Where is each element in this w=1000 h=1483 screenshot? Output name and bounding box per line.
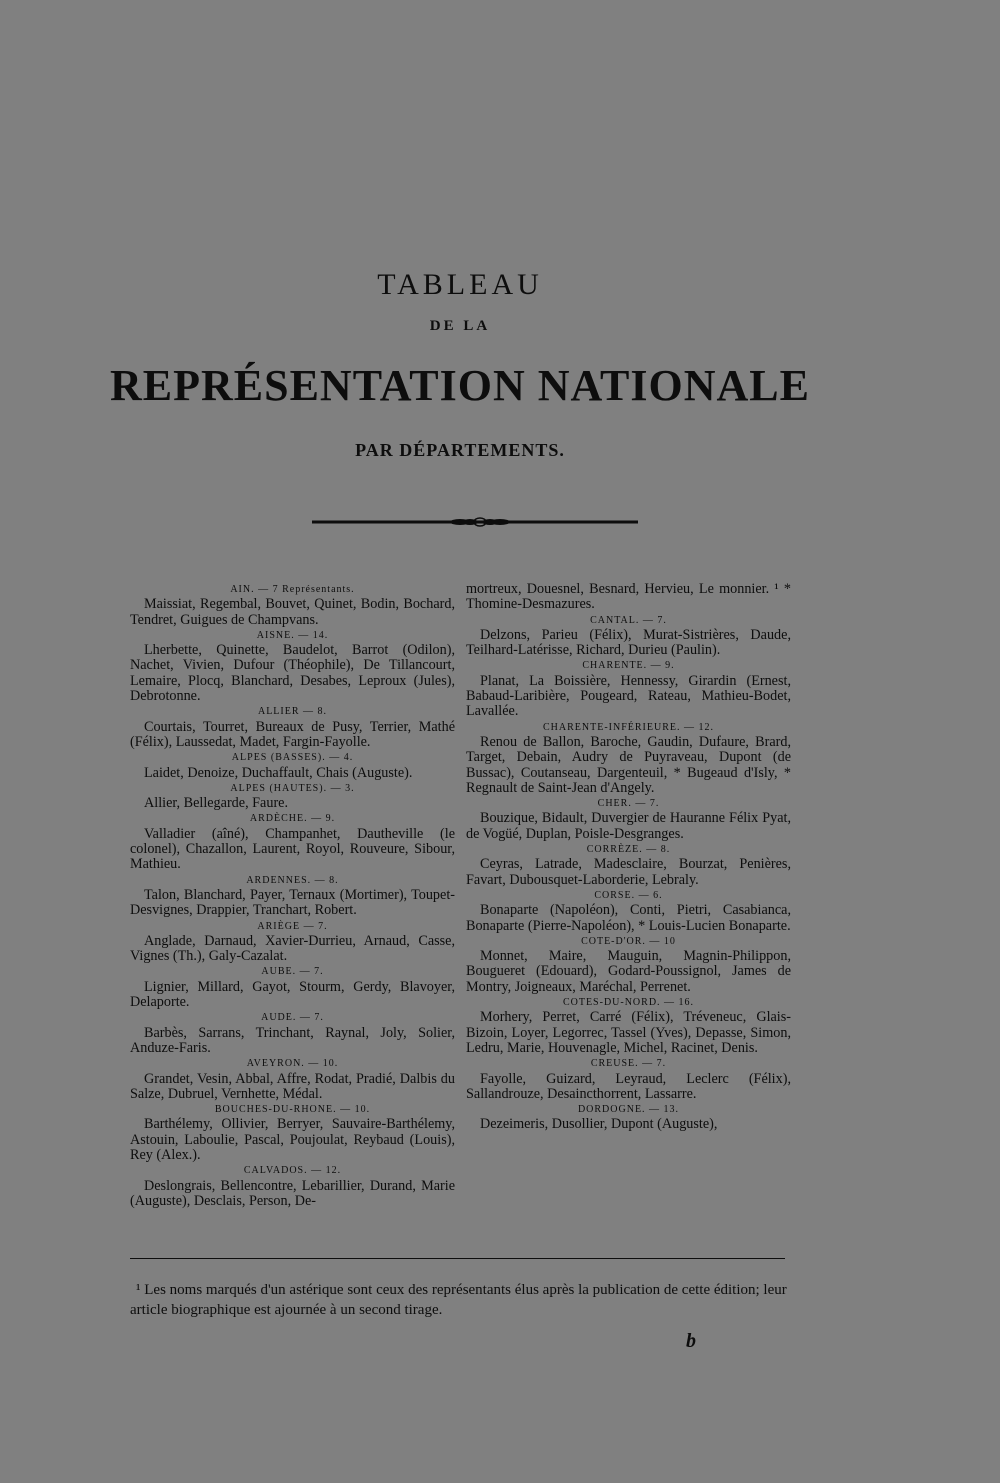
department-heading: CHARENTE. — 9. — [582, 660, 675, 672]
representatives-list: Allier, Bellegarde, Faure. — [144, 795, 289, 812]
department-entry — [130, 811, 455, 872]
footnote-rule — [130, 1258, 785, 1259]
representatives-list: mortreux, Douesnel, Besnard, Hervieu, Le monnier. ¹ * Thomine-Desmazures. — [466, 581, 791, 613]
department-entry — [130, 919, 455, 965]
left-column — [130, 582, 455, 1209]
representatives-list: Grandet, Vesin, Abbal, Affre, Rodat, Pradié, Dalbis du Salze, Dubruel, Vernhette, Médal. — [130, 1070, 455, 1102]
representatives-list: Monnet, Maire, Mauguin, Magnin-Philippon, Bougueret (Edouard), Godard-Poussignol, James de Montry, Joigneaux, Maréchal, Perrenet. — [466, 948, 791, 995]
department-heading: CORSE. — 6. — [594, 889, 663, 901]
department-heading: DORDOGNE. — 13. — [577, 1104, 680, 1116]
department-entry — [130, 1056, 455, 1102]
department-entry — [130, 1010, 455, 1056]
footnote: ¹ Les noms marqués d'un astérique sont ceux des représentants élus après la publication de cette édition; leur article biographique est ajournée à un second tirage. — [130, 1282, 787, 1318]
title-de-la: DE LA — [429, 318, 491, 334]
department-heading: CANTAL. — 7. — [590, 614, 667, 626]
department-entry — [466, 613, 791, 659]
department-heading: ARDENNES. — 8. — [246, 874, 339, 886]
department-entry — [466, 995, 791, 1056]
department-entry — [466, 934, 791, 995]
department-heading: COTES-DU-NORD. — 16. — [562, 997, 695, 1009]
representatives-list: Fayolle, Guizard, Leyraud, Leclerc (Félix), Sallandrouze, Desaincthorrent, Lassarre. — [466, 1070, 791, 1102]
representatives-list: Anglade, Darnaud, Xavier-Durrieu, Arnaud, Casse, Vignes (Th.), Galy-Cazalat. — [130, 932, 455, 965]
department-entry — [130, 582, 455, 628]
department-heading: AIN. — 7 Représentants. — [230, 584, 355, 595]
department-heading: CHER. — 7. — [597, 798, 660, 810]
department-heading: CREUSE. — 7. — [590, 1058, 667, 1070]
department-heading: ALPES (BASSES). — 4. — [231, 752, 354, 764]
department-entry — [466, 888, 791, 934]
department-entry — [466, 582, 791, 613]
representatives-list: Courtais, Tourret, Bureaux de Pusy, Terrier, Mathé (Félix), Laussedat, Madet, Fargin-Fayolle. — [130, 718, 455, 750]
department-heading: COTE-D'OR. — 10 — [581, 935, 676, 947]
representatives-list: Dezeimeris, Dusollier, Dupont (Auguste), — [480, 1116, 718, 1133]
department-heading: ARDÈCHE. — 9. — [249, 813, 336, 825]
department-entry — [130, 1163, 455, 1209]
representatives-list: Lherbette, Quinette, Baudelot, Barrot (Odilon), Nachet, Vivien, Dufour (Théophile), De Tillancourt, Lemaire, Plocq, Blanchard, Desabes, Leproux (Jules), Debrotonne. — [130, 642, 455, 705]
department-entry — [130, 964, 455, 1010]
representatives-list: Bouzique, Bidault, Duvergier de Hauranne Félix Pyat, de Vogüé, Duplan, Poisle-Desgranges. — [466, 810, 791, 842]
representatives-list: Laidet, Denoize, Duchaffault, Chais (Auguste). — [144, 764, 413, 781]
department-entry — [130, 750, 455, 781]
representatives-list: Morhery, Perret, Carré (Félix), Tréveneuc, Glais-Bizoin, Loyer, Legorrec, Tassel (Yves), Depasse, Simon, Ledru, Marie, Houvenagle, Michel, Racinet, Denis. — [466, 1009, 791, 1056]
signature-mark: b — [686, 1330, 696, 1352]
department-heading: AVEYRON. — 10. — [246, 1058, 339, 1070]
representatives-list: Barbès, Sarrans, Trinchant, Raynal, Joly, Solier, Anduze-Faris. — [130, 1024, 455, 1056]
department-heading: ALPES (HAUTES). — 3. — [230, 782, 355, 794]
representatives-list: Ceyras, Latrade, Madesclaire, Bourzat, Penières, Favart, Dubousquet-Laborderie, Lebraly. — [466, 856, 791, 888]
department-heading: AUDE. — 7. — [261, 1012, 324, 1024]
representatives-list: Bonaparte (Napoléon), Conti, Pietri, Casabianca, Bonaparte (Pierre-Napoléon), * Louis-Lucien Bonaparte. — [466, 902, 791, 934]
representatives-list: Deslongrais, Bellencontre, Lebarillier, Durand, Marie (Auguste), Desclais, Person, De- — [130, 1177, 455, 1209]
title-representation-nationale: REPRÉSENTATION NATIONALE — [109, 361, 810, 410]
department-entry — [466, 796, 791, 842]
representatives-list: Lignier, Millard, Gayot, Stourm, Gerdy, Blavoyer, Delaporte. — [130, 978, 455, 1011]
representatives-list: Delzons, Parieu (Félix), Murat-Sistrières, Daude, Teilhard-Latérisse, Richard, Durieu (Paulin). — [466, 626, 791, 659]
right-column — [466, 582, 791, 1133]
title-tableau: TABLEAU — [377, 268, 543, 301]
representatives-list: Barthélemy, Ollivier, Berryer, Sauvaire-Barthélemy, Astouin, Laboulie, Pascal, Poujoulat, Reybaud (Louis), Rey (Alex.). — [130, 1116, 455, 1163]
department-entry — [130, 1102, 455, 1163]
department-entry — [466, 1056, 791, 1102]
title-par-departements: PAR DÉPARTEMENTS. — [355, 440, 565, 460]
department-heading: ALLIER — 8. — [257, 706, 328, 718]
department-heading: BOUCHES-DU-RHONE. — 10. — [214, 1104, 371, 1116]
department-entry — [466, 658, 791, 719]
representatives-list: Maissiat, Regembal, Bouvet, Quinet, Bodin, Bochard, Tendret, Guigues de Champvans. — [130, 596, 455, 628]
department-entry — [466, 842, 791, 888]
representatives-list: Renou de Ballon, Baroche, Gaudin, Dufaure, Brard, Target, Debain, Audry de Puyraveau, Dupont (de Bussac), Coutanseau, Dargenteuil, * Bugeaud d'Isly, * Regnault de Saint-Jean d'Angely. — [466, 733, 791, 796]
representatives-list: Planat, La Boissière, Hennessy, Girardin (Ernest, Babaud-Laribière, Pougeard, Rateau, Mathieu-Bodet, Lavallée. — [466, 672, 791, 720]
department-heading: ARIÈGE — 7. — [257, 920, 328, 932]
ornament-divider-icon — [310, 510, 640, 534]
department-entry — [130, 781, 455, 812]
department-heading: CHARENTE-INFÉRIEURE. — 12. — [543, 721, 714, 733]
department-entry — [130, 704, 455, 750]
department-heading: AUBE. — 7. — [261, 966, 324, 978]
department-entry — [466, 720, 791, 796]
department-entry — [130, 628, 455, 704]
representatives-list: Talon, Blanchard, Payer, Ternaux (Mortimer), Toupet-Desvignes, Drappier, Tranchart, Robert. — [130, 886, 455, 919]
department-heading: CORRÈZE. — 8. — [586, 844, 671, 856]
department-entry — [130, 873, 455, 919]
department-heading: CALVADOS. — 12. — [243, 1165, 342, 1177]
department-entry — [466, 1102, 791, 1133]
department-heading: AISNE. — 14. — [256, 629, 329, 641]
representatives-list: Valladier (aîné), Champanhet, Dautheville (le colonel), Chazallon, Laurent, Royol, Rouveure, Sibour, Mathieu. — [130, 825, 455, 873]
